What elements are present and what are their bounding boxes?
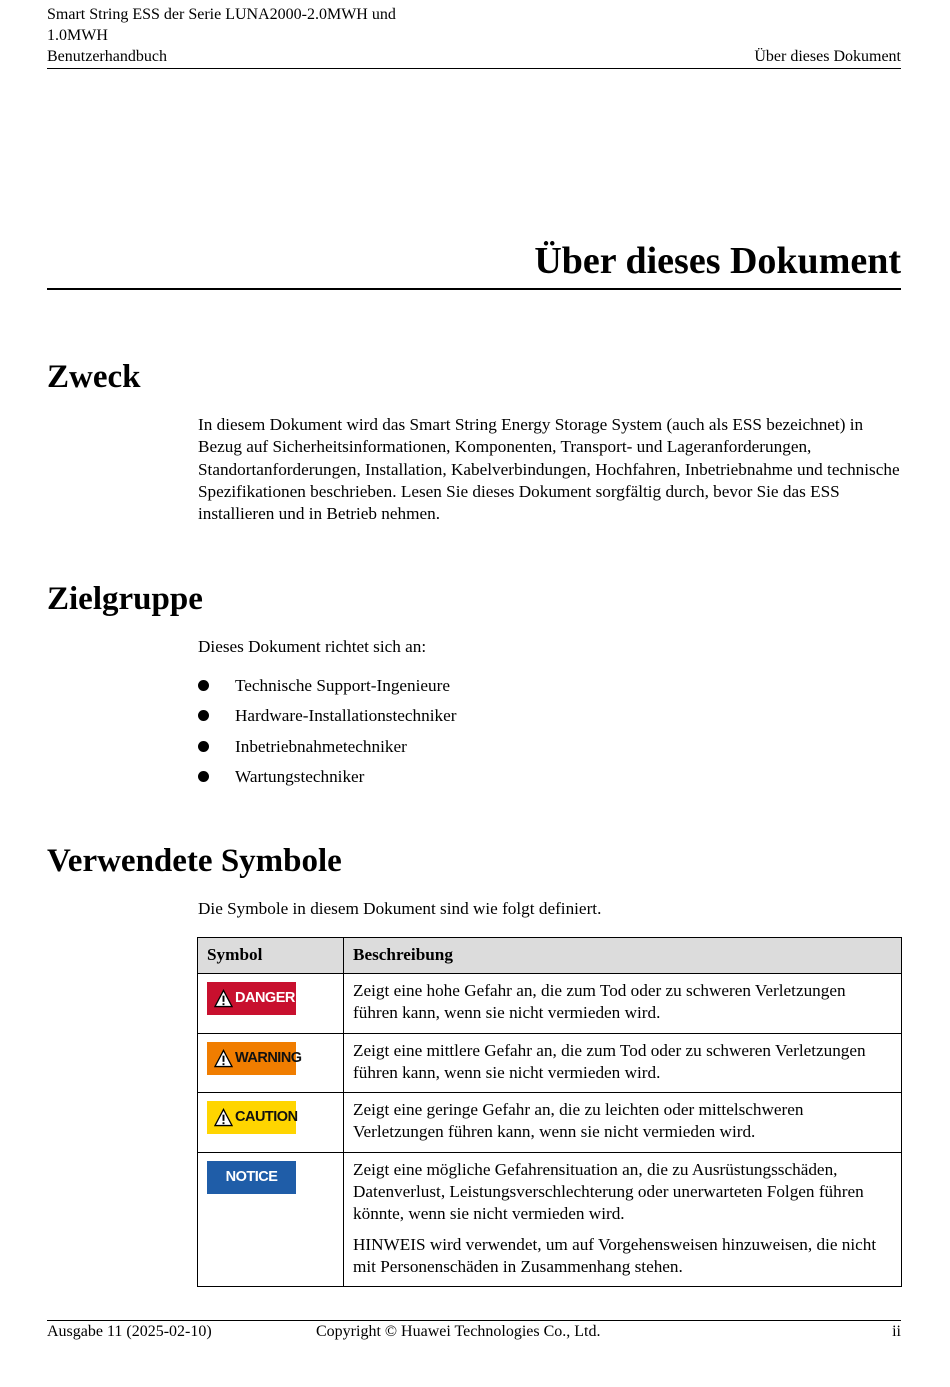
heading-symbole: Verwendete Symbole [47,843,342,879]
notice-description-note: HINWEIS wird verwendet, um auf Vorgehensweisen hinzuweisen, die nicht mit Personenschäden in Zusammenhang stehen. [353,1234,877,1276]
list-item-label: Technische Support-Ingenieure [235,676,450,695]
notice-description: Zeigt eine mögliche Gefahrensituation an, die zu Ausrüstungsschäden, Datenverlust, Leistungsverschlechterung oder unerwarteten Folgen führen könnte, wenn sie nicht vermieden wird. [353,1159,864,1224]
warning-triangle-icon [214,1108,233,1127]
page-number: ii [892,1323,901,1340]
list-item-label: Wartungstechniker [235,766,365,786]
danger-badge-label: DANGER [235,990,295,1006]
table-row [198,974,902,1034]
list-item [198,736,456,766]
notice-badge: NOTICE [207,1161,296,1194]
heading-zweck: Zweck [47,359,141,395]
zielgruppe-intro: Dieses Dokument richtet sich an: [198,637,427,656]
header-title-line2: 1.0MWH [47,27,108,44]
list-item-label: Inbetriebnahmetechniker [235,736,407,756]
bullet-icon [198,741,209,752]
table-row [198,1152,902,1286]
danger-description: Zeigt eine hohe Gefahr an, die zum Tod oder zu schweren Verletzungen führen kann, wenn sie nicht vermieden wird. [353,981,846,1023]
header-divider [47,68,901,69]
header-title-line1: Smart String ESS der Serie LUNA2000-2.0MWH und [47,6,396,23]
bullet-icon [198,771,209,782]
column-header-description: Beschreibung [344,938,902,974]
symbol-table [197,937,902,1287]
warning-description: Zeigt eine mittlere Gefahr an, die zum Tod oder zu schweren Verletzungen führen kann, wenn sie nicht vermieden wird. [353,1040,866,1082]
chapter-divider [47,288,901,290]
header-doc-title [47,4,396,67]
list-item-label: Hardware-Installationstechniker [235,706,457,726]
bullet-icon [198,710,209,721]
list-item [198,766,456,796]
warning-triangle-icon [214,989,233,1008]
zweck-paragraph: In diesem Dokument wird das Smart String Energy Storage System (auch als ESS bezeichnet) in Bezug auf Sicherheitsinformationen, Komponenten, Transport- und Lageranforderungen, Standortanforderungen, Installation, Kabelverbindungen, Hochfahren, Inbetriebnahme und technische Spezifikationen beschrieben. Lesen Sie dieses Dokument sorgfältig durch, bevor Sie das ESS installieren und in Betrieb nehmen. [198,415,900,524]
table-row [198,1093,902,1153]
heading-zielgruppe: Zielgruppe [47,581,203,617]
footer-copyright: Copyright © Huawei Technologies Co., Ltd. [316,1323,601,1340]
table-row [198,1033,902,1093]
footer-edition: Ausgabe 11 (2025-02-10) [47,1323,212,1340]
warning-triangle-icon [214,1049,233,1068]
list-item [198,705,456,735]
symbole-intro: Die Symbole in diesem Dokument sind wie folgt definiert. [198,899,602,918]
chapter-title: Über dieses Dokument [534,240,901,282]
caution-badge [207,1101,296,1134]
table-header-row [198,938,902,974]
warning-badge-label: WARNING [235,1049,302,1066]
header-subtitle: Benutzerhandbuch [47,48,167,65]
caution-badge-label: CAUTION [235,1109,298,1126]
list-item [198,675,456,705]
audience-list [198,675,456,796]
caution-description: Zeigt eine geringe Gefahr an, die zu leichten oder mittelschweren Verletzungen führen kann, wenn sie nicht vermieden wird. [353,1100,804,1142]
column-header-symbol: Symbol [198,938,344,974]
warning-badge [207,1042,302,1075]
bullet-icon [198,680,209,691]
header-section: Über dieses Dokument [754,48,901,65]
danger-badge [207,982,296,1015]
